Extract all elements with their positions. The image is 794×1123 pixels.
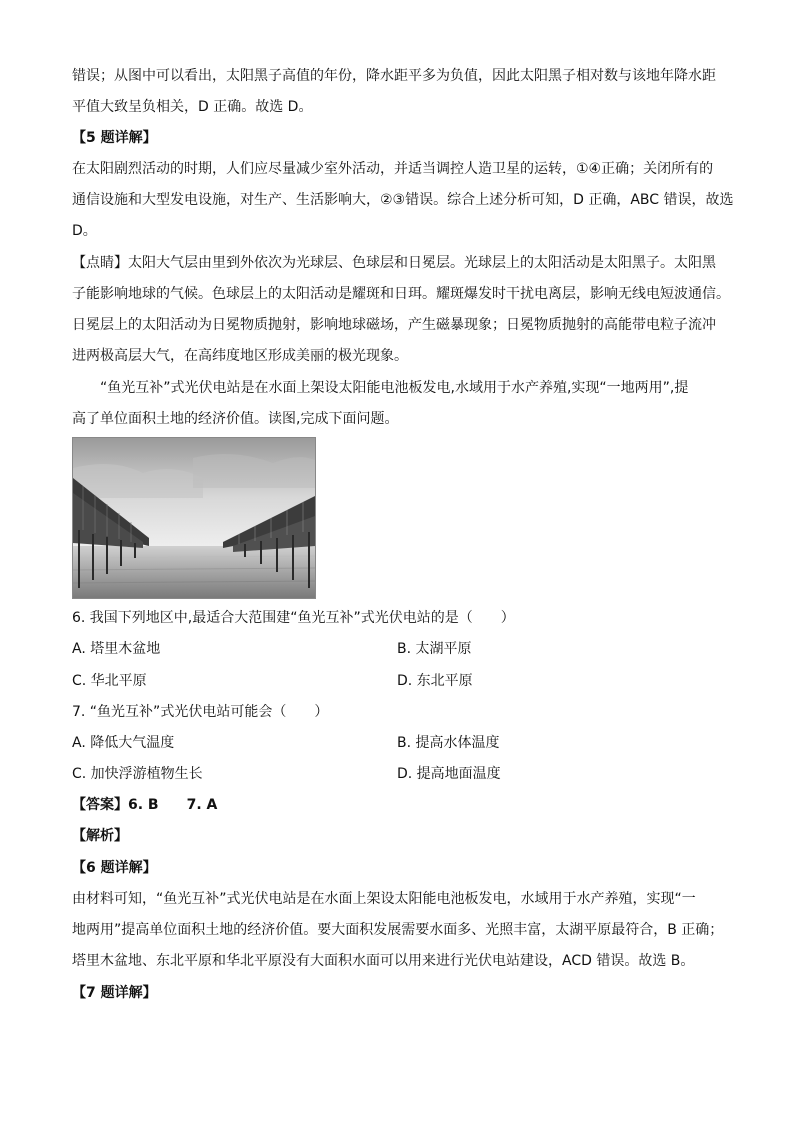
answer-line: 【答案】6. B 7. A <box>72 797 218 813</box>
section-heading-q7: 【7 题详解】 <box>72 985 157 1001</box>
question-7: 7. “鱼光互补”式光伏电站可能会（ ） <box>72 704 329 720</box>
section-heading-q6: 【6 题详解】 <box>72 860 157 876</box>
tip-paragraph-line: 【点睛】太阳大气层由里到外依次为光球层、色球层和日冕层。光球层上的太阳活动是太阳黑子。太阳黑 <box>72 255 716 271</box>
q7-option-b: B. 提高水体温度 <box>397 735 500 751</box>
q6-option-b: B. 太湖平原 <box>397 641 472 657</box>
tip-paragraph-line: 日冕层上的太阳活动为日冕物质抛射，影响地球磁场，产生磁暴现象；日冕物质抛射的高能带电粒子流冲 <box>72 317 716 333</box>
paragraph-line: 地两用”提高单位面积土地的经济价值。要大面积发展需要水面多、光照丰富，太湖平原最符合，B 正确； <box>72 922 724 938</box>
solar-panel-photo <box>72 437 316 599</box>
paragraph-line: D。 <box>72 223 97 239</box>
material-intro-line: “鱼光互补”式光伏电站是在水面上架设太阳能电池板发电,水域用于水产养殖,实现“一地两用”,提 <box>100 380 689 396</box>
q6-option-d: D. 东北平原 <box>397 673 473 689</box>
analysis-heading: 【解析】 <box>72 828 128 844</box>
paragraph-line: 错误；从图中可以看出，太阳黑子高值的年份，降水距平多为负值，因此太阳黑子相对数与该地年降水距 <box>72 68 716 84</box>
question-6: 6. 我国下列地区中,最适合大范围建“鱼光互补”式光伏电站的是（ ） <box>72 610 515 626</box>
tip-paragraph-line: 子能影响地球的气候。色球层上的太阳活动是耀斑和日珥。耀斑爆发时干扰电离层，影响无线电短波通信。 <box>72 286 730 302</box>
tip-paragraph-line: 进两极高层大气，在高纬度地区形成美丽的极光现象。 <box>72 348 408 364</box>
q7-option-c: C. 加快浮游植物生长 <box>72 766 203 782</box>
q6-option-c: C. 华北平原 <box>72 673 147 689</box>
paragraph-line: 平值大致呈负相关，D 正确。故选 D。 <box>72 99 313 115</box>
q6-option-a: A. 塔里木盆地 <box>72 641 161 657</box>
paragraph-line: 在太阳剧烈活动的时期，人们应尽量减少室外活动，并适当调控人造卫星的运转，①④正确；关闭所有的 <box>72 161 714 177</box>
material-intro-line: 高了单位面积土地的经济价值。读图,完成下面问题。 <box>72 411 399 427</box>
q7-option-a: A. 降低大气温度 <box>72 735 175 751</box>
paragraph-line: 塔里木盆地、东北平原和华北平原没有大面积水面可以用来进行光伏电站建设，ACD 错误。故选 B。 <box>72 953 695 969</box>
paragraph-line: 通信设施和大型发电设施，对生产、生活影响大，②③错误。综合上述分析可知，D 正确，ABC 错误，故选 <box>72 192 734 208</box>
q7-option-d: D. 提高地面温度 <box>397 766 501 782</box>
section-heading-q5: 【5 题详解】 <box>72 130 157 146</box>
paragraph-line: 由材料可知，“鱼光互补”式光伏电站是在水面上架设太阳能电池板发电，水域用于水产养殖，实现“一 <box>72 891 696 907</box>
